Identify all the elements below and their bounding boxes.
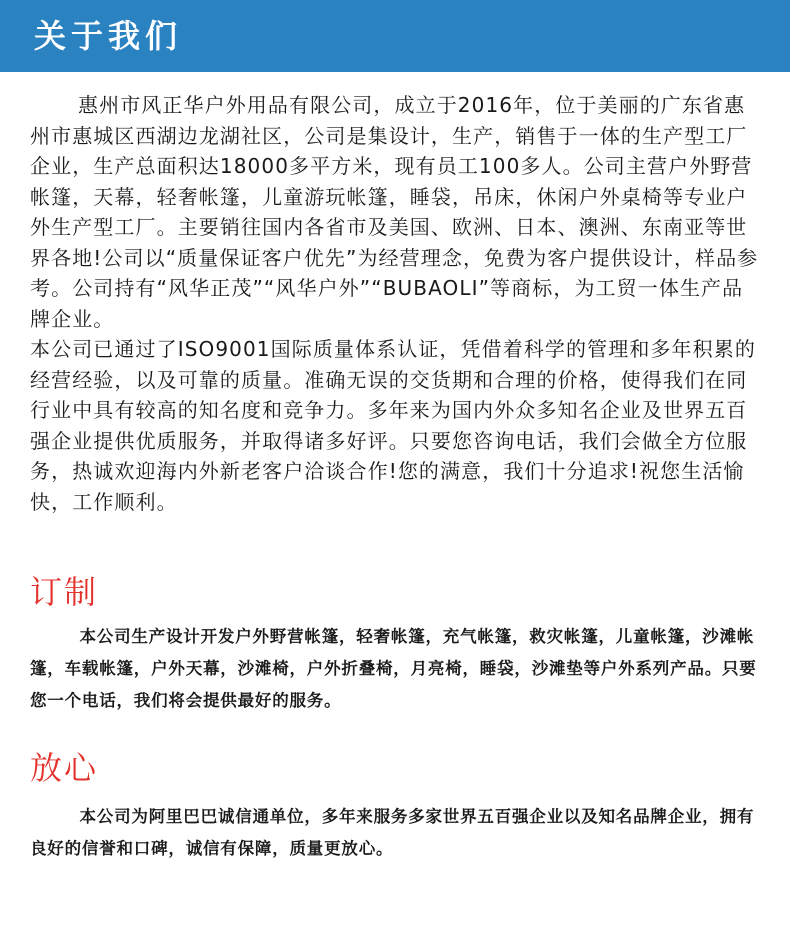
trust-heading: 放心 bbox=[30, 749, 99, 787]
header-bar bbox=[0, 0, 790, 72]
custom-heading: 订制 bbox=[30, 573, 99, 611]
page-title: 关于我们 bbox=[34, 17, 183, 55]
about-paragraph-intro: 惠州市风正华户外用品有限公司，成立于2016年，位于美丽的广东省惠州市惠城区西湖边龙湖社区，公司是集设计，生产，销售于一体的生产型工厂企业，生产总面积达18000多平方米，现有员工100多人。公司主营户外野营帐篷，天幕，轻奢帐篷，儿童游玩帐篷，睡袋，吊床，休闲户外桌椅等专业户外生产型工厂。主要销往国内各省市及美国、欧洲、日本、澳洲、东南亚等世界各地!公司以“质量保证客户优先”为经营理念，免费为客户提供设计，样品参考。公司持有“风华正茂”“风华户外”“BUBAOLI”等商标，为工贸一体生产品牌企业。 bbox=[30, 93, 759, 331]
trust-paragraph: 本公司为阿里巴巴诚信通单位，多年来服务多家世界五百强企业以及知名品牌企业，拥有良好的信誉和口碑，诚信有保障，质量更放心。 bbox=[30, 807, 755, 858]
custom-paragraph: 本公司生产设计开发户外野营帐篷，轻奢帐篷，充气帐篷，救灾帐篷，儿童帐篷，沙滩帐篷，车载帐篷，户外天幕，沙滩椅，户外折叠椅，月亮椅，睡袋，沙滩垫等户外系列产品。只要您一个电话，我们将会提供最好的服务。 bbox=[30, 627, 757, 710]
about-section bbox=[30, 90, 762, 517]
about-paragraph-quality: 本公司已通过了ISO9001国际质量体系认证，凭借着科学的管理和多年积累的经营经验，以及可靠的质量。准确无误的交货期和合理的价格，使得我们在同行业中具有较高的知名度和竞争力。多年来为国内外众多知名企业及世界五百强企业提供优质服务，并取得诸多好评。只要您咨询电话，我们会做全方位服务，热诚欢迎海内外新老客户洽谈合作!您的满意，我们十分追求!祝您生活愉快，工作顺利。 bbox=[30, 337, 756, 514]
